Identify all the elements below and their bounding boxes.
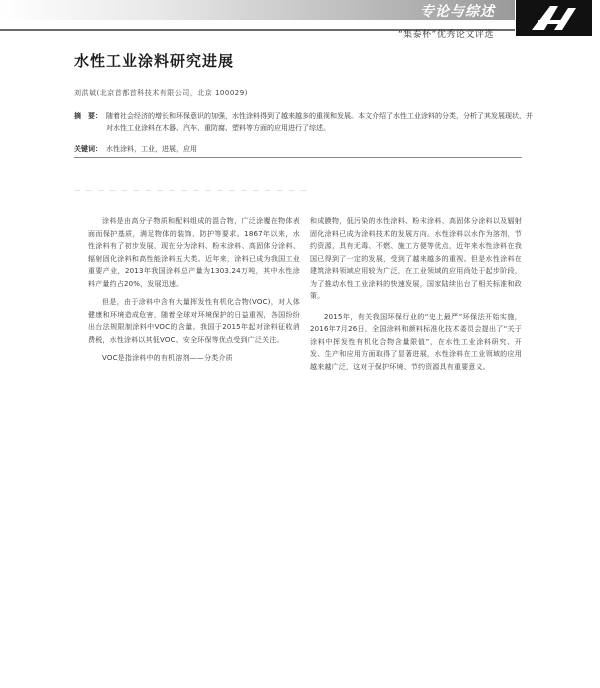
section-title: 专论与综述 <box>420 4 495 20</box>
english-abstract-line: — — — — — — — — — — — — — — — — — — — — <box>74 187 309 194</box>
abstract-block <box>74 110 536 134</box>
abstract-label: 摘 要： <box>74 112 102 120</box>
keywords-text: 水性涂料，工业，进展，应用 <box>106 145 197 153</box>
keywords-label: 关键词： <box>74 145 102 153</box>
body-paragraph: 涂料是由高分子物质和配料组成的混合物，广泛涂覆在物体表面而保护基质，满足物体的装饰、防护等要求。1867年以来，水性涂料有了初步发展，现在分为涂料、粉末涂料、高固体分涂料、辐射固化涂料和高性能涂料五大类。近年来，涂料已成为我国工业重要产业，2013年我国涂料总产量为1303.24万吨，其中水性涂料产量约占20%，发展迅速。 <box>88 217 300 288</box>
body-paragraph: VOC是指涂料中的有机溶剂——分类介质 <box>102 354 233 362</box>
journal-header <box>0 0 600 46</box>
body-paragraph: 但是，由于涂料中含有大量挥发性有机化合物(VOC)，对人体健康和环境造成危害，随着全球对环境保护的日益重视，各国纷纷出台法规限制涂料中VOC的含量。我国于2015年起对涂料征收消费税，水性涂料以其低VOC、安全环保等优点受到广泛关注。 <box>88 298 300 344</box>
section-subtitle: “集泰杯”优秀论文评选 <box>398 30 494 40</box>
abstract-text: 随着社会经济的增长和环保意识的加强，水性涂料得到了越来越多的重视和发展。本文介绍了水性工业涂料的分类，分析了其发展现状，并对水性工业涂料在木器、汽车、重防腐、塑料等方面的应用进行了综述。 <box>106 112 533 132</box>
body-paragraph: 2015年，有关我国环保行业的“史上最严”环保法开始实施，2016年7月26日，全国涂料和颜料标准化技术委员会提出了“关于涂料中挥发性有机化合物含量限值”，在水性工业涂料研究、开发、生产和应用方面取得了显著进展，水性涂料在工业领域的应用越来越广泛，这对于保护环境、节约资源具有重要意义。 <box>310 312 522 371</box>
keywords-block <box>74 143 536 155</box>
journal-logo-icon <box>516 0 592 36</box>
abstract-divider <box>74 157 522 158</box>
body-column-right <box>310 215 522 373</box>
article-title: 水性工业涂料研究进展 <box>74 52 235 70</box>
logo-mark-icon <box>524 2 584 34</box>
body-paragraph: 和成膜物，低污染的水性涂料、粉末涂料、高固体分涂料以及辐射固化涂料已成为涂料技术的发展方向。水性涂料以水作为溶剂，节约资源，具有无毒、不燃、施工方便等优点，近年来水性涂料在我国已得到了一定的发展，受到了越来越多的重视。但是水性涂料在建筑涂料领域应用较为广泛，在工业领域的应用尚处于起步阶段，为了推动水性工业涂料的快速发展，国家陆续出台了相关标准和政策。 <box>310 217 522 300</box>
author-line: 刘洪斌(北京首都首科技术有限公司，北京 100029) <box>74 89 248 97</box>
body-column-left <box>88 215 300 365</box>
